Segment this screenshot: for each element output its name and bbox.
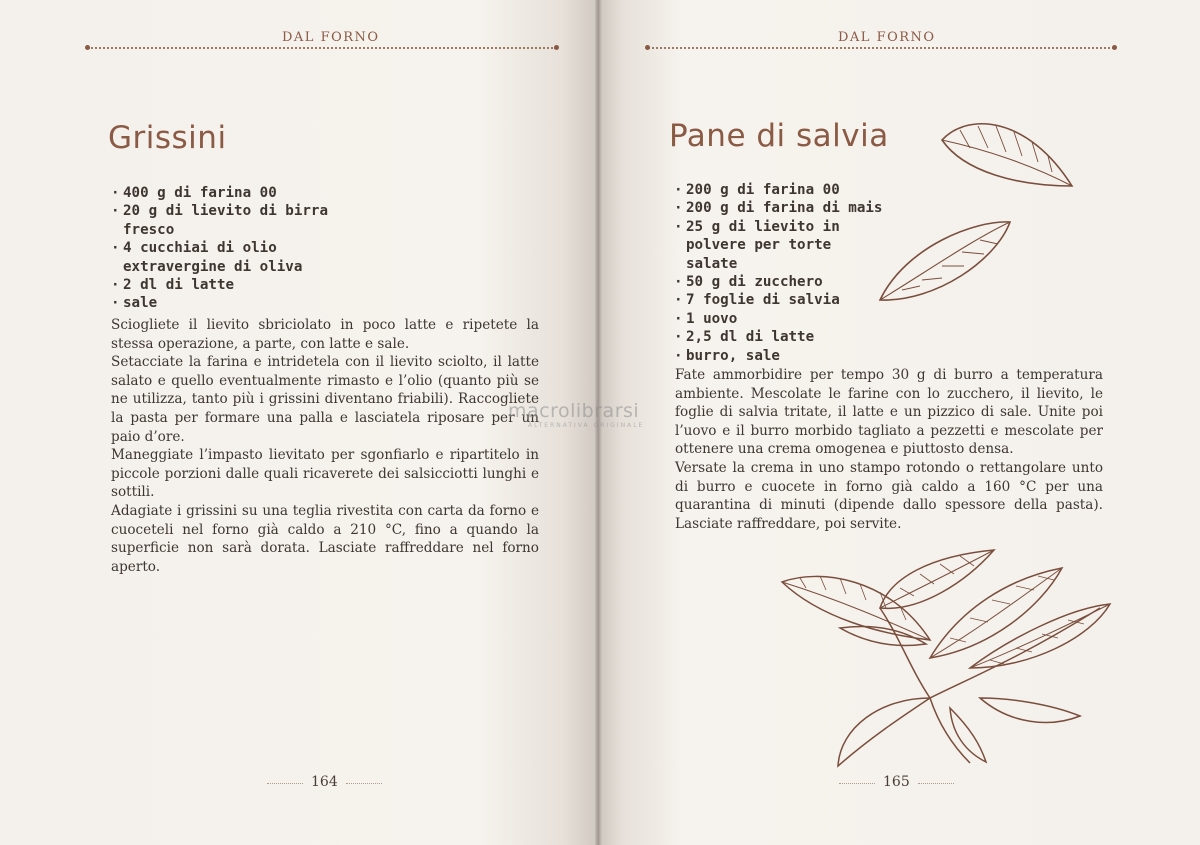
method-grissini <box>111 316 539 576</box>
ingredient-item: · 2 dl di latte <box>111 276 371 294</box>
method-paragraph: Versate la crema in uno stampo rotondo o rettangolare unto di burro e cuocete in forno già caldo a 160 °C per una quarantina di minuti (dipende dallo spessore della pasta). Lasciate raffreddare, poi servite. <box>675 459 1103 532</box>
watermark-tagline: ALTERNATIVA ORIGINALE <box>528 422 645 429</box>
method-pane-di-salvia <box>675 366 1103 533</box>
recipe-title-grissini: Grissini <box>108 120 227 156</box>
method-paragraph: Maneggiate l’impasto lievitato per sgonfiarlo e ripartitelo in piccole porzioni dalle quali ricaverete dei salsicciotti lunghi e sottili. <box>111 447 539 501</box>
ingredients-list-grissini <box>111 184 371 313</box>
page-number-right: 165 <box>883 774 910 790</box>
ingredient-item: · 4 cucchiai di olio extravergine di oliva <box>111 239 371 276</box>
sage-leaf-illustration <box>938 116 1078 192</box>
recipe-title-pane-di-salvia: Pane di salvia <box>669 118 889 154</box>
ingredient-item: · 7 foglie di salvia <box>674 291 884 309</box>
watermark <box>508 400 644 429</box>
left-header-rule <box>88 47 556 49</box>
method-paragraph: Sciogliete il lievito sbriciolato in poco latte e ripetete la stessa operazione, a parte, con latte e sale. <box>111 317 539 352</box>
page-number-left: 164 <box>311 774 338 790</box>
ingredient-item: · 200 g di farina 00 <box>674 181 884 199</box>
ingredient-item: · 20 g di lievito di birra fresco <box>111 202 371 239</box>
ingredient-item: · 200 g di farina di mais <box>674 199 884 217</box>
ingredient-item: · 400 g di farina 00 <box>111 184 371 202</box>
ingredient-item: · 25 g di lievito in polvere per torte salate <box>674 218 884 273</box>
ingredient-item: · sale <box>111 294 371 312</box>
left-running-head: DAL FORNO <box>282 30 380 45</box>
watermark-brand: macrolibrarsi <box>508 400 640 422</box>
method-paragraph: Setacciate la farina e intridetela con il lievito sciolto, il latte salato e quello eventualmente rimasto e l’olio (quanto più se ne utilizza, tanto più i grissini diventano friabili). Raccogliete la pasta per formare una palla e lasciatela riposare per un paio d’ore. <box>111 354 539 445</box>
ingredient-item: · 2,5 dl di latte <box>674 328 884 346</box>
right-running-head: DAL FORNO <box>838 30 936 45</box>
sage-sprig-illustration <box>780 548 1120 768</box>
ingredient-item: · burro, sale <box>674 347 884 365</box>
sage-leaf-illustration <box>876 216 1016 308</box>
method-paragraph: Adagiate i grissini su una teglia rivestita con carta da forno e cuoceteli nel forno già caldo a 210 °C, fino a quando la superficie non sarà dorata. Lasciate raffreddare nel forno aperto. <box>111 502 539 575</box>
method-paragraph: Fate ammorbidire per tempo 30 g di burro a temperatura ambiente. Mescolate le farine con lo zucchero, il lievito, le foglie di salvia tritate, il latte e un pizzico di sale. Unite poi l’uovo e il burro morbido tagliato a pezzetti e mescolate per ottenere una crema omogenea e piuttosto densa. <box>675 367 1103 458</box>
right-header-rule <box>648 47 1114 49</box>
ingredient-item: · 50 g di zucchero <box>674 273 884 291</box>
ingredient-item: · 1 uovo <box>674 310 884 328</box>
ingredients-list-pane-di-salvia <box>674 181 884 365</box>
